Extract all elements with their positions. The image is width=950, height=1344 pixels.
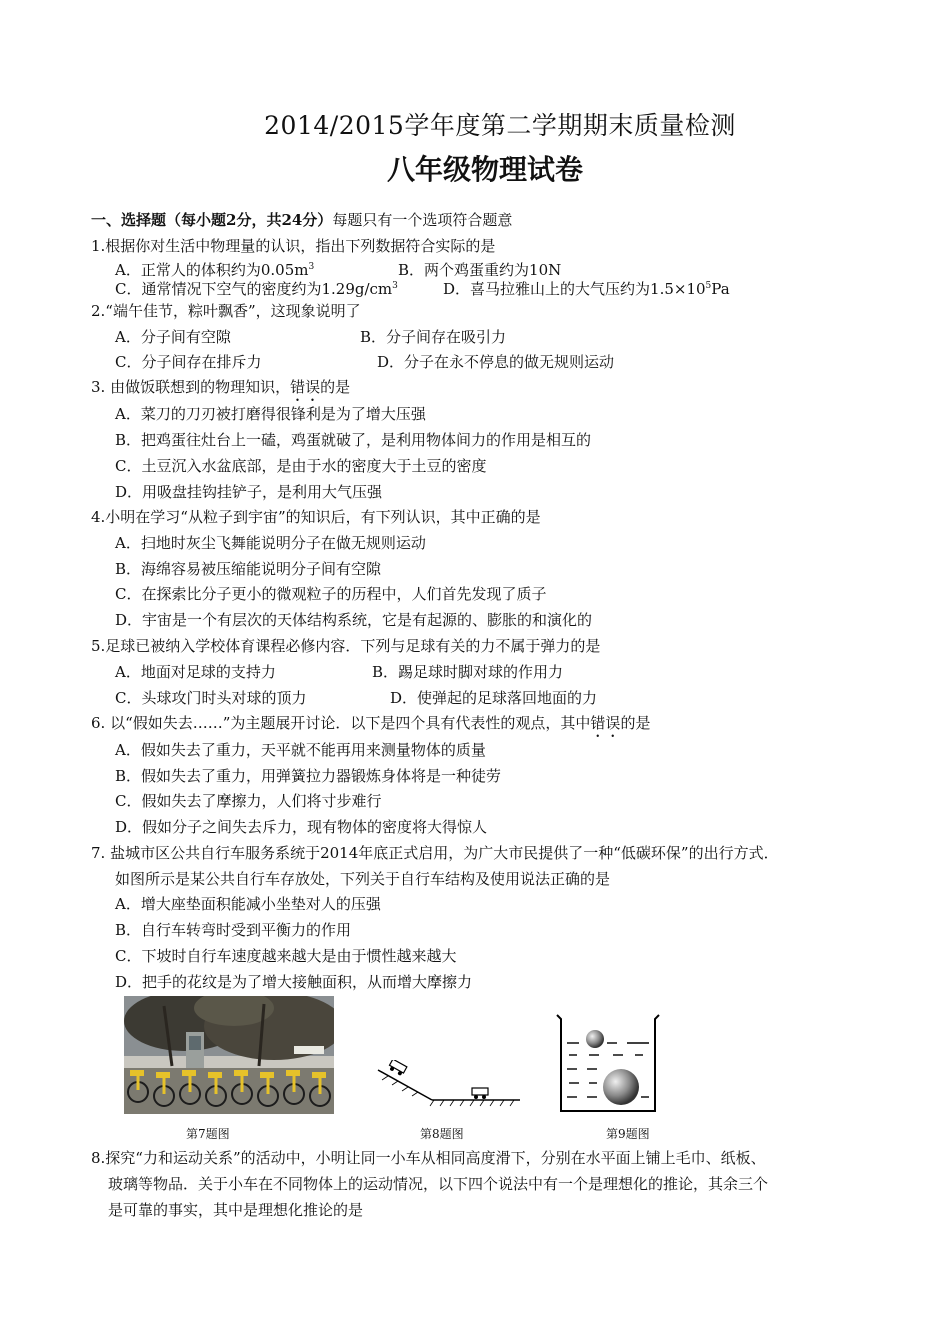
question-6-option-a: A．假如失去了重力，天平就不能再用来测量物体的质量 bbox=[115, 741, 486, 759]
question-5-option-d: D．使弹起的足球落回地面的力 bbox=[390, 689, 598, 707]
figure-7-bicycle-photo bbox=[124, 996, 334, 1114]
question-4-option-d: D．宇宙是一个有层次的天体结构系统，它是有起源的、膨胀的和演化的 bbox=[115, 611, 593, 629]
question-6-stem: 6. 以“假如失去……”为主题展开讨论．以下是四个具有代表性的观点，其中错误的是 bbox=[91, 714, 651, 732]
question-4-option-a: A．扫地时灰尘飞舞能说明分子在做无规则运动 bbox=[115, 534, 426, 552]
emphasis-wrong: 错误 bbox=[290, 378, 321, 396]
question-8-stem-line3: 是可靠的事实，其中是理想化推论的是 bbox=[108, 1201, 364, 1219]
question-6-option-c: C．假如失去了摩擦力，人们将寸步难行 bbox=[115, 792, 382, 810]
figure-7-caption: 第7题图 bbox=[186, 1127, 230, 1141]
question-7-option-a: A．增大座垫面积能减小坐垫对人的压强 bbox=[115, 895, 381, 913]
question-7-stem-line1: 7. 盐城市区公共自行车服务系统于2014年底正式启用，为广大市民提供了一种“低碳环保”的出行方式． bbox=[91, 844, 779, 862]
figure-9-beaker-diagram bbox=[553, 1013, 663, 1113]
question-1-option-a: A．正常人的体积约为$0.05m^3$ bbox=[115, 261, 315, 279]
question-7-option-d: D．把手的花纹是为了增大接触面积，从而增大摩擦力 bbox=[115, 973, 473, 991]
question-6-option-b: B．假如失去了重力，用弹簧拉力器锻炼身体将是一种徒劳 bbox=[115, 767, 502, 785]
question-7-option-b: B．自行车转弯时受到平衡力的作用 bbox=[115, 921, 352, 939]
question-4-option-b: B．海绵容易被压缩能说明分子间有空隙 bbox=[115, 560, 382, 578]
section-heading bbox=[91, 210, 512, 230]
figure-8-caption: 第8题图 bbox=[420, 1127, 464, 1141]
question-3-stem: 3. 由做饭联想到的物理知识，错误的是 bbox=[91, 378, 351, 396]
exam-subtitle: 八年级物理试卷 bbox=[386, 153, 583, 186]
section-heading-rest: 每题只有一个选项符合题意 bbox=[332, 211, 513, 229]
question-6-option-d: D．假如分子之间失去斥力，现有物体的密度将大得惊人 bbox=[115, 818, 488, 836]
question-1-option-b: B．两个鸡蛋重约为10N bbox=[398, 261, 562, 279]
question-8-stem-line1: 8.探究“力和运动关系”的活动中，小明让同一小车从相同高度滑下，分别在水平面上铺上毛巾、纸板、 bbox=[91, 1149, 766, 1167]
question-2-option-b: B．分子间存在吸引力 bbox=[360, 328, 507, 346]
emphasis-wrong: 错误 bbox=[590, 714, 621, 732]
question-5-option-b: B．踢足球时脚对球的作用力 bbox=[372, 663, 564, 681]
question-5-option-c: C．头球攻门时头对球的顶力 bbox=[115, 689, 307, 707]
question-2-stem: 2.“端午佳节，粽叶飘香”，这现象说明了 bbox=[91, 302, 361, 320]
question-1-option-c: C．通常情况下空气的密度约为$1.29g/cm^3$ bbox=[115, 280, 398, 298]
question-5-stem: 5.足球已被纳入学校体育课程必修内容．下列与足球有关的力不属于弹力的是 bbox=[91, 637, 601, 655]
exam-title: 2014/2015学年度第二学期期末质量检测 bbox=[264, 111, 736, 140]
question-3-option-d: D．用吸盘挂钩挂铲子，是利用大气压强 bbox=[115, 483, 383, 501]
figure-9-caption: 第9题图 bbox=[606, 1127, 650, 1141]
question-4-stem: 4.小明在学习“从粒子到宇宙”的知识后，有下列认识，其中正确的是 bbox=[91, 508, 541, 526]
question-7-stem-line2: 如图所示是某公共自行车存放处，下列关于自行车结构及使用说法正确的是 bbox=[115, 870, 611, 888]
figure-8-incline-diagram bbox=[374, 1060, 524, 1108]
question-3-option-a: A．菜刀的刀刃被打磨得很锋利是为了增大压强 bbox=[115, 405, 426, 423]
question-8-stem-line2: 玻璃等物品．关于小车在不同物体上的运动情况，以下四个说法中有一个是理想化的推论，其余三个 bbox=[108, 1175, 769, 1193]
question-2-option-d: D．分子在永不停息的做无规则运动 bbox=[377, 353, 615, 371]
question-3-option-c: C．土豆沉入水盆底部，是由于水的密度大于土豆的密度 bbox=[115, 457, 487, 475]
question-7-option-c: C．下坡时自行车速度越来越大是由于惯性越来越大 bbox=[115, 947, 457, 965]
question-1-stem: 1.根据你对生活中物理量的认识，指出下列数据符合实际的是 bbox=[91, 237, 496, 255]
question-3-option-b: B．把鸡蛋往灶台上一磕，鸡蛋就破了，是利用物体间力的作用是相互的 bbox=[115, 431, 592, 449]
section-heading-bold: 一、选择题（每小题2分，共24分） bbox=[91, 211, 333, 229]
question-4-option-c: C．在探索比分子更小的微观粒子的历程中，人们首先发现了质子 bbox=[115, 585, 547, 603]
question-2-option-a: A．分子间有空隙 bbox=[115, 328, 231, 346]
question-1-option-d: D．喜马拉雅山上的大气压约为$1.5\times 10^5Pa$ bbox=[443, 280, 730, 298]
question-2-option-c: C．分子间存在排斥力 bbox=[115, 353, 262, 371]
question-5-option-a: A．地面对足球的支持力 bbox=[115, 663, 276, 681]
